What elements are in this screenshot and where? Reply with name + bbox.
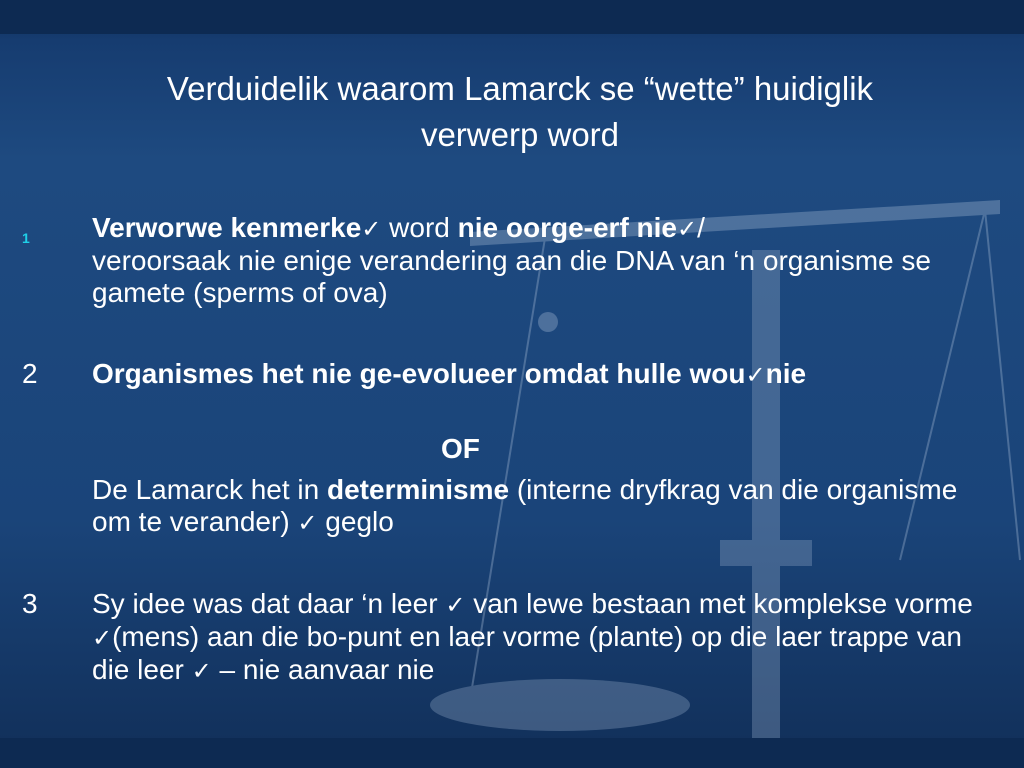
check-icon: ✓ [297, 509, 318, 537]
check-icon: ✓ [677, 215, 698, 243]
item-1-bold-2: nie oorge-erf nie [457, 212, 678, 243]
slide-title [60, 66, 980, 158]
item-text-2b [92, 474, 992, 539]
item-3-text-4: – nie aanvaar nie [211, 654, 435, 685]
item-text-3 [92, 588, 992, 687]
check-icon: ✓ [745, 361, 766, 389]
item-2-bold-3: determinisme [327, 474, 510, 505]
or-separator: OF [441, 433, 480, 464]
item-number-3: 3 [22, 588, 38, 619]
item-1-text-2: word [381, 212, 458, 243]
item-2-bold-1: Organismes het nie ge-evolueer omdat hulle wou [92, 358, 746, 389]
item-number-1: 1 [22, 230, 30, 246]
item-1-text-5: veroorsaak nie enige verandering aan die DNA van ‘n organisme se gamete (sperms of ova) [92, 245, 931, 308]
title-line-1: Verduidelik waarom Lamarck se “wette” huidiglik [166, 70, 874, 107]
item-3-text-1: Sy idee was dat daar ‘n leer [92, 588, 446, 619]
item-2-text-6: geglo [317, 506, 394, 537]
item-3-text-2: van lewe bestaan met komplekse vorme [465, 588, 973, 619]
title-line-2: verwerp word [420, 116, 620, 153]
item-2-text-3: De Lamarck het in [92, 474, 327, 505]
item-3-text-3: (mens) aan die bo-punt en laer vorme (plante) op die laer trappe van die leer [92, 621, 962, 685]
check-icon: ✓ [361, 215, 382, 243]
check-icon: ✓ [445, 591, 466, 619]
item-1-bold-1: Verworwe kenmerke [92, 212, 362, 243]
check-icon: ✓ [191, 657, 212, 685]
item-text-1 [92, 212, 992, 309]
item-2-text-5: (interne dryfkrag van die organisme om te verander) [92, 474, 958, 537]
item-number-2: 2 [22, 358, 38, 389]
item-text-2 [92, 358, 992, 391]
item-1-text-4: / [697, 212, 705, 243]
check-icon: ✓ [92, 624, 113, 652]
item-2-bold-2: nie [765, 358, 807, 389]
